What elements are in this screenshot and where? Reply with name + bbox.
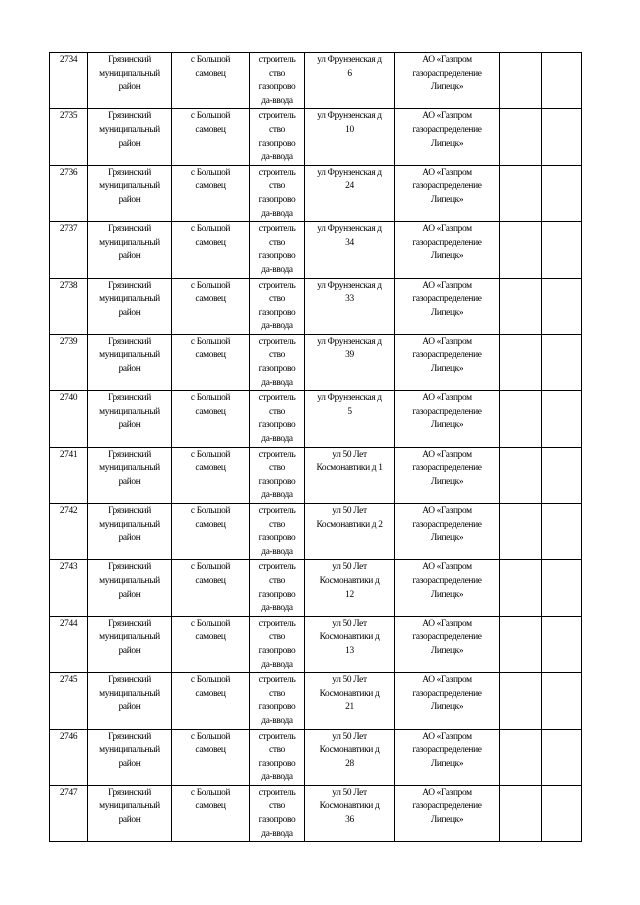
- address-cell: [305, 504, 395, 560]
- district-text: Грязинский муниципальный район: [99, 167, 160, 205]
- settlement-text: с Большой самовец: [190, 224, 231, 248]
- address-text: ул Фрунзенская д 34: [317, 224, 382, 248]
- row-number-cell: [50, 53, 88, 109]
- row-number-text: 2735: [59, 111, 78, 122]
- work-type-text: строитель ство газопрово да-ввода: [258, 280, 296, 332]
- address-text: ул Фрунзенская д 10: [317, 111, 382, 135]
- empty-cell: [500, 222, 542, 278]
- row-number-text: 2742: [59, 506, 78, 516]
- gas-pipeline-register-table: [49, 52, 582, 842]
- row-number-cell: [50, 504, 88, 560]
- empty-cell: [542, 109, 582, 165]
- settlement-cell: [172, 165, 250, 221]
- empty-cell: [500, 729, 542, 785]
- address-cell: [305, 447, 395, 503]
- work-type-cell: [250, 729, 305, 785]
- district-cell: [88, 447, 172, 503]
- organization-cell: [395, 222, 500, 278]
- address-text: ул Фрунзенская д 33: [317, 280, 382, 305]
- work-type-cell: [250, 278, 305, 334]
- organization-cell: [395, 109, 500, 165]
- address-cell: [305, 278, 395, 334]
- organization-cell: [395, 673, 500, 729]
- settlement-text: с Большой самовец: [190, 562, 231, 586]
- settlement-cell: [172, 785, 250, 841]
- table-row: [50, 447, 582, 503]
- row-number-cell: [50, 278, 88, 334]
- table-row: [50, 53, 582, 109]
- district-text: Грязинский муниципальный район: [99, 449, 160, 487]
- district-text: Грязинский муниципальный район: [99, 336, 160, 375]
- empty-cell: [542, 391, 582, 447]
- district-cell: [88, 785, 172, 841]
- address-cell: [305, 560, 395, 616]
- address-cell: [305, 785, 395, 841]
- organization-cell: [395, 53, 500, 109]
- work-type-cell: [250, 447, 305, 503]
- row-number-text: 2734: [59, 55, 78, 65]
- work-type-cell: [250, 165, 305, 221]
- row-number-cell: [50, 165, 88, 221]
- row-number-text: 2737: [59, 224, 78, 235]
- work-type-cell: [250, 560, 305, 616]
- organization-cell: [395, 560, 500, 616]
- address-text: ул Фрунзенская д 24: [317, 167, 382, 192]
- address-cell: [305, 334, 395, 390]
- work-type-cell: [250, 53, 305, 109]
- row-number-text: 2740: [59, 393, 78, 404]
- district-cell: [88, 222, 172, 278]
- work-type-text: строитель ство газопрово да-ввода: [258, 506, 296, 557]
- district-cell: [88, 165, 172, 221]
- table-body: [50, 53, 582, 842]
- row-number-text: 2741: [59, 449, 78, 460]
- row-number-cell: [50, 109, 88, 165]
- organization-text: АО «Газпром газораспределение Липецк»: [412, 167, 482, 205]
- district-text: Грязинский муниципальный район: [99, 224, 160, 262]
- row-number-cell: [50, 729, 88, 785]
- empty-cell: [500, 109, 542, 165]
- district-cell: [88, 334, 172, 390]
- settlement-cell: [172, 560, 250, 616]
- row-number-cell: [50, 616, 88, 672]
- empty-cell: [542, 53, 582, 109]
- settlement-text: с Большой самовец: [190, 506, 231, 530]
- address-cell: [305, 673, 395, 729]
- empty-cell: [542, 278, 582, 334]
- district-cell: [88, 278, 172, 334]
- address-cell: [305, 165, 395, 221]
- table-row: [50, 165, 582, 221]
- district-cell: [88, 391, 172, 447]
- address-text: ул 50 Лет Космонавтики д 28: [319, 731, 380, 769]
- work-type-text: строитель ство газопрово да-ввода: [258, 618, 296, 670]
- table-row: [50, 785, 582, 841]
- row-number-text: 2738: [59, 280, 78, 291]
- table-row: [50, 109, 582, 165]
- row-number-text: 2744: [59, 618, 78, 629]
- row-number-cell: [50, 447, 88, 503]
- work-type-cell: [250, 785, 305, 841]
- organization-text: АО «Газпром газораспределение Липецк»: [412, 111, 482, 149]
- table-row: [50, 334, 582, 390]
- settlement-cell: [172, 278, 250, 334]
- address-text: ул 50 Лет Космонавтики д 21: [319, 675, 380, 713]
- table-row: [50, 560, 582, 616]
- empty-cell: [500, 616, 542, 672]
- organization-cell: [395, 278, 500, 334]
- row-number-cell: [50, 334, 88, 390]
- settlement-text: с Большой самовец: [190, 393, 231, 417]
- organization-text: АО «Газпром газораспределение Липецк»: [412, 731, 482, 769]
- organization-cell: [395, 785, 500, 841]
- organization-text: АО «Газпром газораспределение Липецк»: [412, 393, 482, 431]
- row-number-cell: [50, 391, 88, 447]
- empty-cell: [542, 616, 582, 672]
- work-type-cell: [250, 222, 305, 278]
- table-row: [50, 222, 582, 278]
- row-number-cell: [50, 785, 88, 841]
- work-type-cell: [250, 504, 305, 560]
- empty-cell: [542, 334, 582, 390]
- empty-cell: [542, 504, 582, 560]
- district-cell: [88, 560, 172, 616]
- address-text: ул 50 Лет Космонавтики д 1: [316, 449, 383, 474]
- settlement-text: с Большой самовец: [190, 167, 231, 192]
- work-type-text: строитель ство газопрово да-ввода: [258, 787, 296, 839]
- organization-cell: [395, 616, 500, 672]
- settlement-cell: [172, 391, 250, 447]
- work-type-text: строитель ство газопрово да-ввода: [258, 449, 296, 501]
- empty-cell: [500, 53, 542, 109]
- district-text: Грязинский муниципальный район: [99, 111, 160, 149]
- table-row: [50, 616, 582, 672]
- work-type-text: строитель ство газопрово да-ввода: [258, 224, 296, 275]
- work-type-text: строитель ство газопрово да-ввода: [258, 167, 296, 219]
- organization-cell: [395, 447, 500, 503]
- address-text: ул Фрунзенская д 39: [317, 336, 382, 361]
- district-text: Грязинский муниципальный район: [99, 787, 160, 826]
- organization-text: АО «Газпром газораспределение Липецк»: [412, 449, 482, 487]
- address-cell: [305, 53, 395, 109]
- organization-text: АО «Газпром газораспределение Липецк»: [412, 618, 482, 656]
- district-text: Грязинский муниципальный район: [99, 55, 160, 93]
- district-text: Грязинский муниципальный район: [99, 280, 160, 318]
- empty-cell: [542, 560, 582, 616]
- table-row: [50, 391, 582, 447]
- row-number-cell: [50, 673, 88, 729]
- table-row: [50, 504, 582, 560]
- work-type-text: строитель ство газопрово да-ввода: [258, 675, 296, 726]
- empty-cell: [542, 447, 582, 503]
- work-type-text: строитель ство газопрово да-ввода: [258, 393, 296, 445]
- empty-cell: [500, 447, 542, 503]
- empty-cell: [500, 165, 542, 221]
- row-number-text: 2743: [59, 562, 78, 573]
- settlement-cell: [172, 504, 250, 560]
- organization-text: АО «Газпром газораспределение Липецк»: [412, 280, 482, 318]
- organization-text: АО «Газпром газораспределение Липецк»: [412, 787, 482, 826]
- table-row: [50, 673, 582, 729]
- empty-cell: [500, 278, 542, 334]
- address-text: ул 50 Лет Космонавтики д 12: [319, 562, 380, 600]
- district-cell: [88, 673, 172, 729]
- work-type-cell: [250, 109, 305, 165]
- empty-cell: [500, 560, 542, 616]
- settlement-text: с Большой самовец: [190, 111, 231, 135]
- row-number-cell: [50, 222, 88, 278]
- settlement-cell: [172, 447, 250, 503]
- work-type-text: строитель ство газопрово да-ввода: [258, 562, 296, 614]
- district-text: Грязинский муниципальный район: [99, 562, 160, 600]
- work-type-text: строитель ство газопрово да-ввода: [258, 731, 296, 783]
- work-type-text: строитель ство газопрово да-ввода: [258, 111, 296, 163]
- settlement-cell: [172, 53, 250, 109]
- address-text: ул 50 Лет Космонавтики д 13: [319, 618, 380, 656]
- district-cell: [88, 109, 172, 165]
- district-text: Грязинский муниципальный район: [99, 618, 160, 656]
- row-number-text: 2745: [59, 675, 78, 686]
- address-text: ул Фрунзенская д 6: [317, 55, 382, 79]
- empty-cell: [542, 222, 582, 278]
- empty-cell: [542, 165, 582, 221]
- organization-text: АО «Газпром газораспределение Липецк»: [412, 224, 482, 262]
- settlement-cell: [172, 616, 250, 672]
- settlement-cell: [172, 673, 250, 729]
- settlement-text: с Большой самовец: [190, 675, 231, 699]
- organization-text: АО «Газпром газораспределение Липецк»: [412, 562, 482, 600]
- work-type-cell: [250, 334, 305, 390]
- address-cell: [305, 616, 395, 672]
- settlement-text: с Большой самовец: [190, 280, 231, 305]
- address-cell: [305, 109, 395, 165]
- row-number-text: 2736: [59, 167, 78, 178]
- work-type-cell: [250, 616, 305, 672]
- row-number-cell: [50, 560, 88, 616]
- work-type-text: строитель ство газопрово да-ввода: [258, 336, 296, 388]
- empty-cell: [542, 785, 582, 841]
- settlement-text: с Большой самовец: [190, 731, 231, 756]
- empty-cell: [500, 785, 542, 841]
- settlement-cell: [172, 334, 250, 390]
- settlement-text: с Большой самовец: [190, 336, 231, 361]
- organization-cell: [395, 729, 500, 785]
- district-text: Грязинский муниципальный район: [99, 675, 160, 713]
- row-number-text: 2739: [59, 336, 78, 347]
- district-cell: [88, 504, 172, 560]
- district-text: Грязинский муниципальный район: [99, 731, 160, 769]
- organization-cell: [395, 334, 500, 390]
- settlement-cell: [172, 109, 250, 165]
- organization-text: АО «Газпром газораспределение Липецк»: [412, 675, 482, 713]
- settlement-cell: [172, 222, 250, 278]
- table-row: [50, 729, 582, 785]
- work-type-cell: [250, 391, 305, 447]
- empty-cell: [500, 334, 542, 390]
- empty-cell: [500, 504, 542, 560]
- settlement-text: с Большой самовец: [190, 55, 231, 79]
- district-cell: [88, 53, 172, 109]
- district-cell: [88, 729, 172, 785]
- empty-cell: [542, 729, 582, 785]
- work-type-text: строитель ство газопрово да-ввода: [258, 55, 296, 106]
- address-cell: [305, 391, 395, 447]
- organization-cell: [395, 165, 500, 221]
- row-number-text: 2747: [59, 787, 78, 798]
- district-text: Грязинский муниципальный район: [99, 393, 160, 431]
- address-cell: [305, 729, 395, 785]
- address-cell: [305, 222, 395, 278]
- organization-cell: [395, 391, 500, 447]
- district-text: Грязинский муниципальный район: [99, 506, 160, 544]
- settlement-text: с Большой самовец: [190, 787, 231, 812]
- organization-cell: [395, 504, 500, 560]
- table-row: [50, 278, 582, 334]
- organization-text: АО «Газпром газораспределение Липецк»: [412, 506, 482, 544]
- empty-cell: [500, 391, 542, 447]
- row-number-text: 2746: [59, 731, 78, 742]
- empty-cell: [500, 673, 542, 729]
- settlement-text: с Большой самовец: [190, 618, 231, 643]
- address-text: ул Фрунзенская д 5: [317, 393, 382, 417]
- empty-cell: [542, 673, 582, 729]
- organization-text: АО «Газпром газораспределение Липецк»: [412, 55, 482, 93]
- organization-text: АО «Газпром газораспределение Липецк»: [412, 336, 482, 375]
- settlement-cell: [172, 729, 250, 785]
- work-type-cell: [250, 673, 305, 729]
- address-text: ул 50 Лет Космонавтики д 36: [319, 787, 380, 826]
- address-text: ул 50 Лет Космонавтики д 2: [316, 506, 383, 530]
- district-cell: [88, 616, 172, 672]
- settlement-text: с Большой самовец: [190, 449, 231, 474]
